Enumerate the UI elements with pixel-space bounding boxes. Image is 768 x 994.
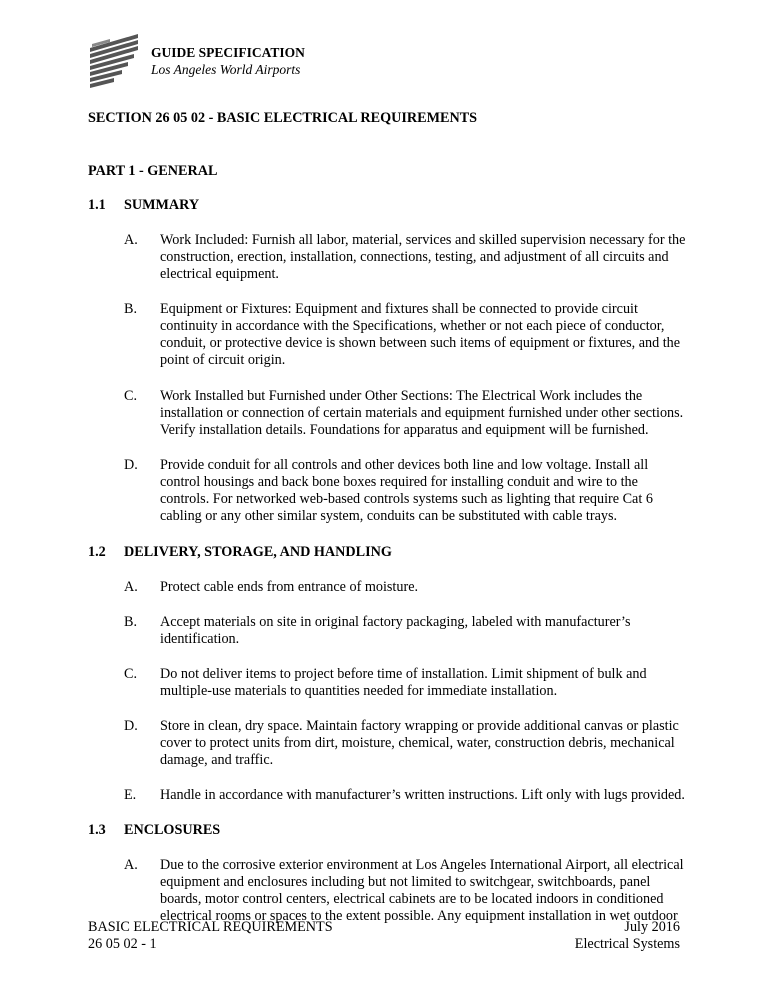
item-letter: A. — [124, 232, 138, 248]
article-number: 1.3 — [88, 822, 106, 838]
item-text: Equipment or Fixtures: Equipment and fixtures shall be connected to provide circuit continuity in accordance with the Specifications, whether or not each piece of conductor, conduit, or protective device is shown between such items of equipment or fixtures, and the point of circuit origin. — [160, 301, 681, 368]
article-title: ENCLOSURES — [124, 822, 221, 838]
item-letter: D. — [124, 457, 138, 473]
item-letter: B. — [124, 301, 138, 317]
item-text: Handle in accordance with manufacturer’s written instructions. Lift only with lugs provided. — [160, 787, 685, 803]
header-subtitle: Los Angeles World Airports — [151, 62, 301, 77]
item-letter: C. — [124, 666, 138, 682]
item-text: Work Installed but Furnished under Other Sections: The Electrical Work includes the installation or connection of certain materials and equipment furnished under other sections. Verify installation details. Foundations for apparatus and equipment will be furnished. — [160, 388, 684, 438]
item-text: Provide conduit for all controls and other devices both line and low voltage. Install all control housings and back bone boxes required for installing conduit and wire to the controls. For networked web-based controls systems such as lighting that require Cat 6 cabling or any other similar system, conduits can be substituted with cable trays. — [160, 457, 653, 524]
footer-section-name: BASIC ELECTRICAL REQUIREMENTS — [88, 919, 333, 935]
lawa-logo-icon — [88, 32, 140, 90]
section-title: SECTION 26 05 02 - BASIC ELECTRICAL REQUIREMENTS — [88, 110, 478, 126]
item-letter: B. — [124, 614, 138, 630]
header-title: GUIDE SPECIFICATION — [151, 45, 305, 60]
part-title: PART 1 - GENERAL — [88, 163, 218, 179]
footer-page-number: 26 05 02 - 1 — [88, 936, 157, 952]
item-text: Accept materials on site in original factory packaging, labeled with manufacturer’s identification. — [160, 614, 631, 647]
article-number: 1.2 — [88, 544, 106, 560]
article-number: 1.1 — [88, 197, 106, 213]
item-text: Store in clean, dry space. Maintain factory wrapping or provide additional canvas or plastic cover to protect units from dirt, moisture, chemical, water, construction debris, mechanical damage, and traffic. — [160, 718, 679, 768]
footer-division: Electrical Systems — [574, 936, 680, 952]
item-letter: E. — [124, 787, 137, 803]
article-title: SUMMARY — [124, 197, 200, 213]
item-letter: A. — [124, 579, 138, 595]
footer-date: July 2016 — [624, 919, 680, 935]
item-text: Do not deliver items to project before time of installation. Limit shipment of bulk and multiple-use materials to quantities needed for immediate installation. — [160, 666, 647, 699]
footer-left — [88, 919, 333, 953]
item-text: Work Included: Furnish all labor, material, services and skilled supervision necessary for the construction, erection, installation, connections, testing, and adjustment of all circuits and electrical equipment. — [160, 232, 686, 282]
item-letter: C. — [124, 388, 138, 404]
item-text: Due to the corrosive exterior environment at Los Angeles International Airport, all electrical equipment and enclosures including but not limited to switchgear, switchboards, panel boards, motor control centers, electrical cabinets are to be located indoors in conditioned electrical rooms or spaces to the extent possible. Any equipment installation in wet outdoor — [160, 857, 684, 924]
footer-right — [575, 919, 680, 953]
item-letter: A. — [124, 857, 138, 873]
item-text: Protect cable ends from entrance of moisture. — [160, 579, 419, 595]
article-title: DELIVERY, STORAGE, AND HANDLING — [124, 544, 392, 560]
item-letter: D. — [124, 718, 138, 734]
